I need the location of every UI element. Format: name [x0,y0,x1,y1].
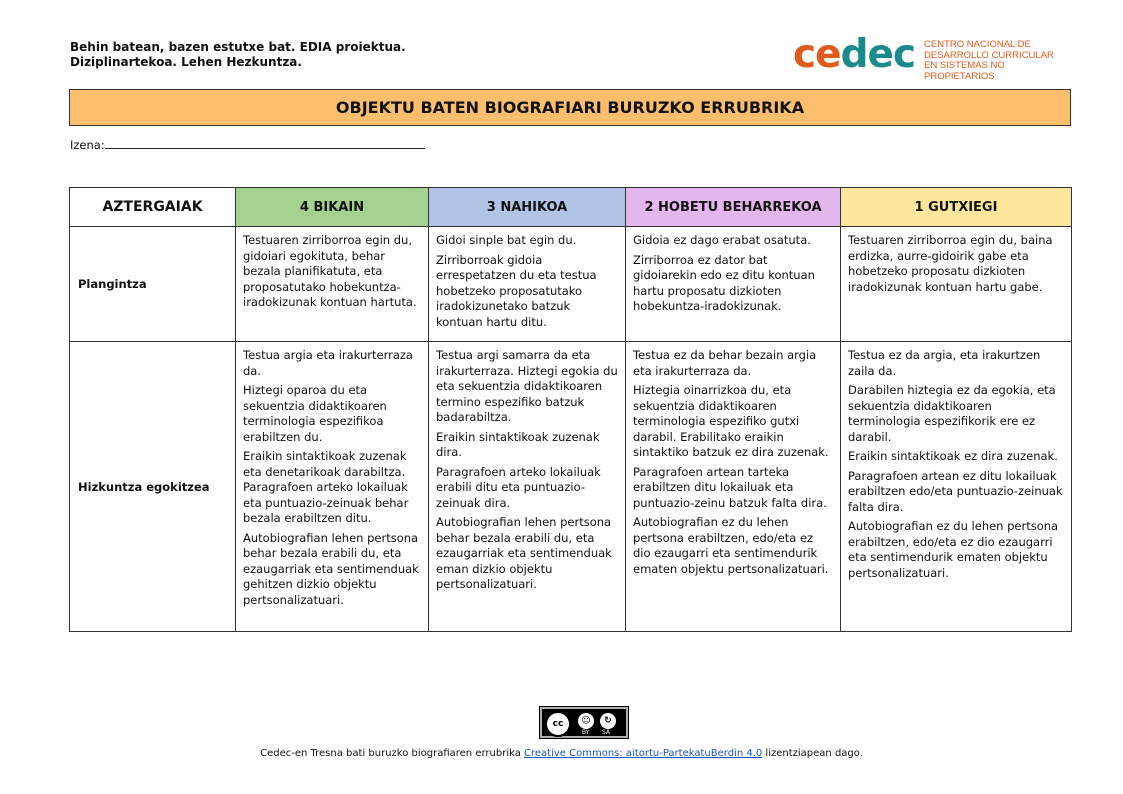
name-field [70,138,425,152]
row-label-hizkuntza-egokitzea: Hizkuntza egokitzea [70,342,236,632]
cc-icon: cc [545,711,571,737]
table-cell: Testua argia eta irakurterraza da. Hiztegi oparoa du eta sekuentzia didaktikoaren terminologia espezifikoa erabiltzen du. Eraikin sintaktikoak zuzenak eta denetarikoak darabiltza. Paragrafoen arteko lokailuak eta puntuazio-zeinuak behar bezala erabiltzen ditu. Autobiografian lehen pertsona behar bezala erabili du, eta ezaugarriak eta sentimenduak gehitzen dizkio objektu pertsonalizatuari. [236,342,429,632]
cc-by-label: BY [582,729,590,736]
header-row [70,188,1072,227]
column-header-aztergaiak: AZTERGAIAK [70,188,236,227]
cc-sa-label: SA [602,729,611,736]
table-cell: Testuaren zirriborroa egin du, baina erdizka, aurre-gidoirik gabe eta hobetzeko proposatu dizkioten iradokizunak kontuan hartu gabe. [841,227,1072,342]
cedec-logo-word: cedec [793,32,916,77]
name-line [105,138,425,149]
table-cell: Gidoi sinple bat egin du. Zirriborroak gidoia errespetatzen du eta testua hobetzeko proposatutako iradokizunetako batzuk kontuan hartu ditu. [429,227,626,342]
rubric-table [69,187,1072,632]
table-row [70,342,1072,632]
creative-commons-badge [539,706,629,739]
column-header-hobetu-beharrekoa: 2 HOBETU BEHARREKOA [626,188,841,227]
license-link[interactable]: Creative Commons: aitortu-PartekatuBerdin 4.0 [524,748,763,759]
header-line-1: Behin batean, bazen estutxe bat. EDIA proiektua. [70,40,406,54]
table-row [70,227,1072,342]
column-header-gutxiegi: 1 GUTXIEGI [841,188,1072,227]
header-line-2: Diziplinartekoa. Lehen Hezkuntza. [70,55,302,69]
table-cell: Testuaren zirriborroa egin du, gidoiari egokituta, behar bezala planifikatuta, eta proposatutako hobekuntza-iradokizunak kontuan hartuta. [236,227,429,342]
share-alike-icon: ↻ [600,713,616,729]
page-title: OBJEKTU BATEN BIOGRAFIARI BURUZKO ERRUBRIKA [69,89,1071,126]
cedec-logo-subtitle: CENTRO NACIONAL DE DESARROLLO CURRICULAR EN SISTEMAS NO PROPIETARIOS [924,39,1054,82]
license-footer [0,748,1123,759]
row-label-plangintza: Plangintza [70,227,236,342]
table-cell: Gidoia ez dago erabat osatuta. Zirriborroa ez dator bat gidoiarekin edo ez ditu kontuan hartu proposatu dizkioten hobekuntza-iradokizunak. [626,227,841,342]
footer-suffix: lizentziapean dago. [762,748,863,759]
table-cell: Testua ez da behar bezain argia eta irakurterraza da. Hiztegia oinarrizkoa du, eta sekuentzia didaktikoaren terminologia espezifiko gutxi darabil. Erabilitako eraikin sintaktiko batzuk ez dira zuzenak. Paragrafoen artean tarteka erabiltzen ditu lokailuak eta puntuazio-zeinu batzuk falta dira. Autobiografian ez du lehen pertsona erabiltzen, edo/eta ez dio ezaugarri eta sentimendurik ematen objektu pertsonalizatuari. [626,342,841,632]
column-header-bikain: 4 BIKAIN [236,188,429,227]
table-cell: Testua argi samarra da eta irakurterraza. Hiztegi egokia du eta sekuentzia didaktikoaren termino espezifiko batzuk badarabiltza. Eraikin sintaktikoak zuzenak dira. Paragrafoen arteko lokailuak erabili ditu eta puntuazio-zeinuak dira. Autobiografian lehen pertsona behar bezala erabili du, eta ezaugarriak eta sentimenduak eman dizkio objektu pertsonalizatuari. [429,342,626,632]
column-header-nahikoa: 3 NAHIKOA [429,188,626,227]
cedec-logo [793,32,1073,82]
name-label: Izena: [70,138,105,152]
document-header [70,40,406,70]
footer-prefix: Cedec-en Tresna bati buruzko biografiaren errubrika [260,748,525,759]
by-attribution-icon: ☺ [578,713,594,729]
table-cell: Testua ez da argia, eta irakurtzen zaila da. Darabilen hiztegia ez da egokia, eta sekuentzia didaktikoaren terminologia espezifikorik ere ez darabil. Eraikin sintaktikoak ez dira zuzenak. Paragrafoen artean ez ditu lokailuak erabiltzen edo/eta puntuazio-zeinuak falta dira. Autobiografian ez du lehen pertsona erabiltzen, edo/eta ez dio ezaugarri eta sentimendurik ematen objektu pertsonalizatuari. [841,342,1072,632]
